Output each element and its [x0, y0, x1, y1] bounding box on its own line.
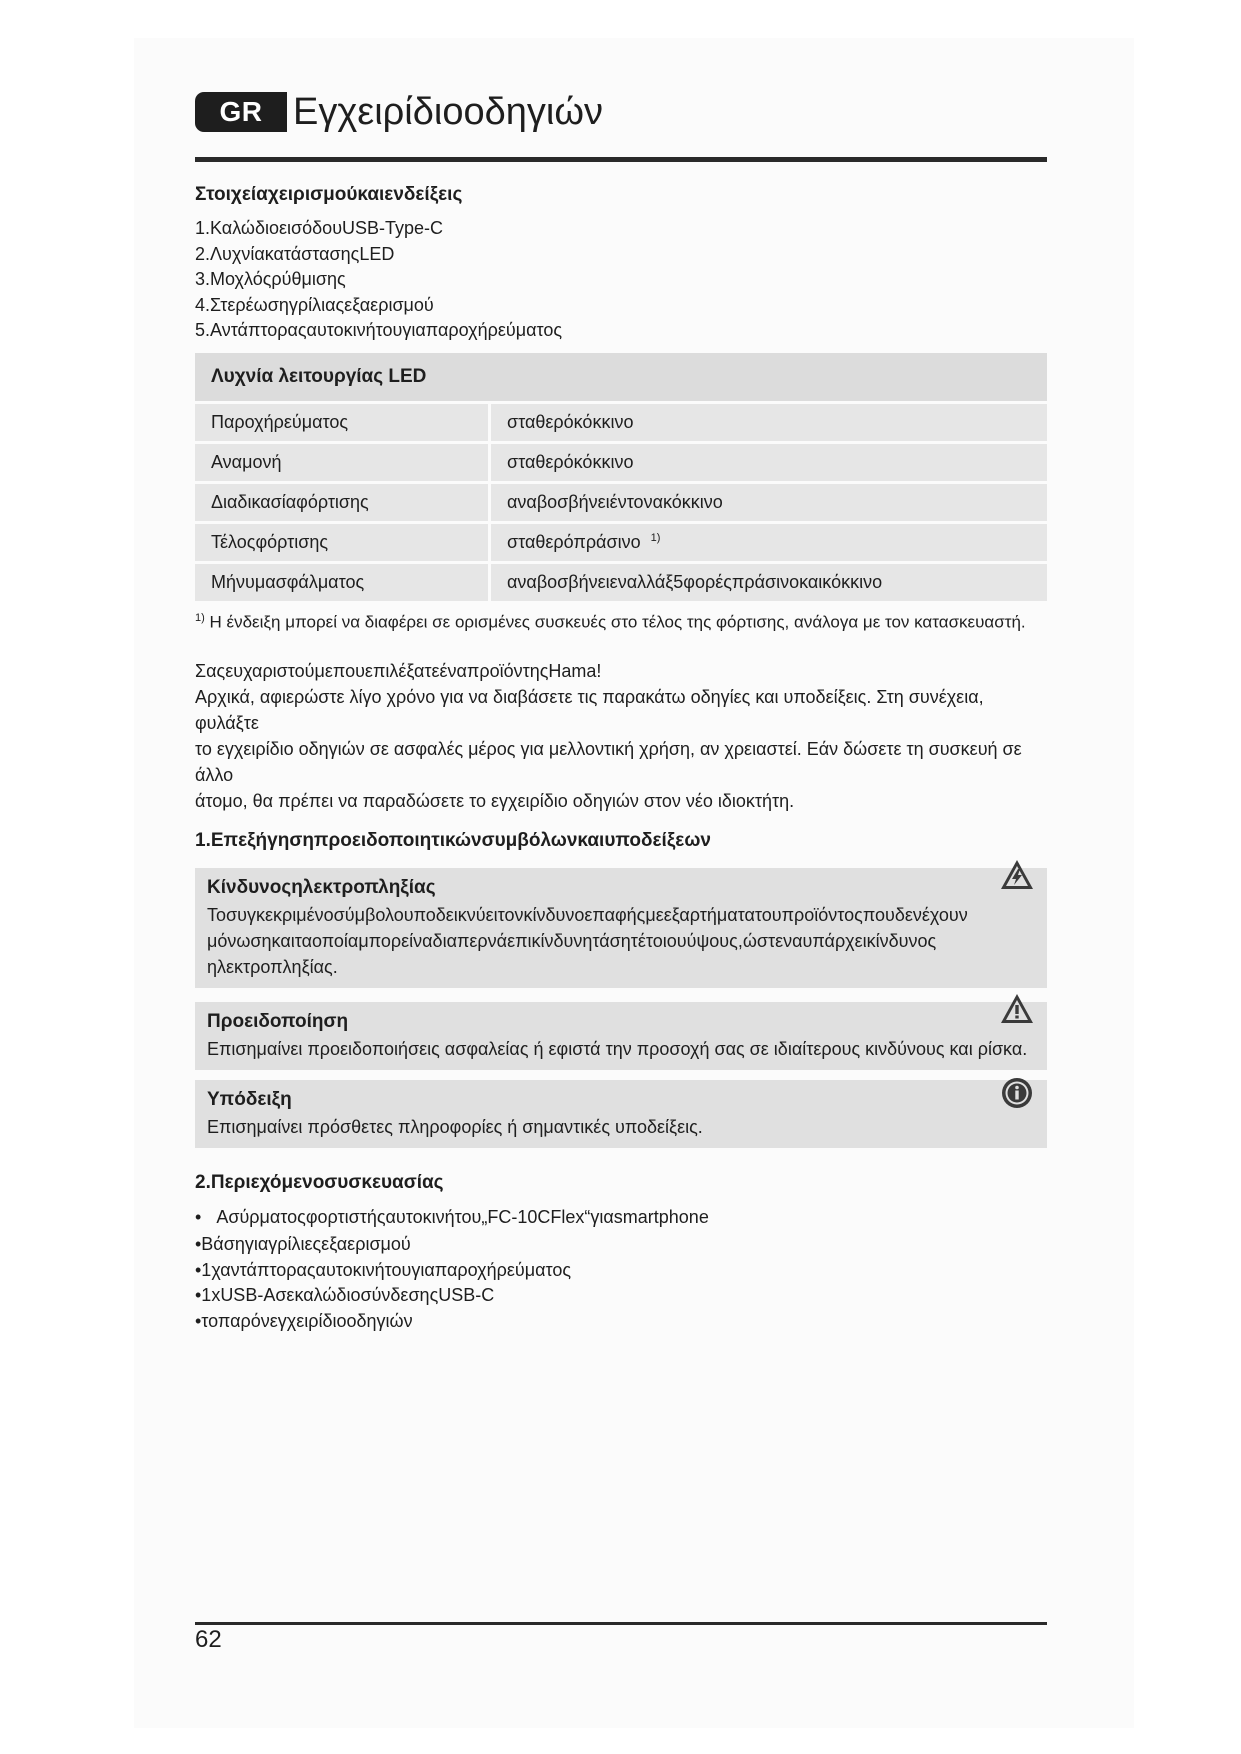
list-item: • Ασύρματοςφορτιστήςαυτοκινήτου„FC-10CFlex“γιαsmartphone	[195, 1207, 709, 1228]
hazard-text: Τοσυγκεκριμένοσύμβολουποδεικνύειτονκίνδυνοεπαφήςμεεξαρτήματατουπροϊόντοςπουδενέχουν	[207, 905, 968, 926]
page-content	[195, 182, 1047, 1334]
table-row	[195, 404, 1047, 441]
led-state-cell: Μήνυμασφάλματος	[195, 564, 491, 601]
led-state-cell: Αναμονή	[195, 444, 491, 481]
list-item: •τοπαρόνεγχειρίδιοοδηγιών	[195, 1310, 413, 1331]
footnote-text: Η ένδειξη μπορεί να διαφέρει σε ορισμένες συσκευές στο τέλος της φόρτισης, ανάλογα με τον κατασκευαστή.	[209, 612, 1026, 632]
led-table	[195, 350, 1047, 604]
intro-line: το εγχειρίδιο οδηγιών σε ασφαλές μέρος για μελλοντική χρήση, αν χρειαστεί. Εάν δώσετε τη συσκευή σε άλλο	[195, 739, 1022, 786]
note-title: Υπόδειξη	[207, 1089, 292, 1111]
list-item: •1xUSB-ΑσεκαλώδιοσύνδεσηςUSB-C	[195, 1285, 495, 1306]
language-badge: GR	[195, 92, 287, 132]
warning-title: Προειδοποίηση	[207, 1011, 349, 1033]
led-state-cell: Διαδικασίαφόρτισης	[195, 484, 491, 521]
intro-line: Αρχικά, αφιερώστε λίγο χρόνο για να διαβάσετε τις παρακάτω οδηγίες και υποδείξεις. Στη συνέχεια, φυλάξτε	[195, 687, 984, 734]
electric-hazard-icon	[999, 858, 1035, 892]
warning-icon	[999, 992, 1035, 1026]
page-number: 62	[195, 1626, 222, 1653]
header-rule	[195, 157, 1047, 162]
controls-item: 1.ΚαλώδιοεισόδουUSB-Type-C	[195, 218, 444, 238]
table-footnote	[195, 606, 1047, 635]
table-row	[195, 444, 1047, 481]
warning-text: Επισημαίνει προειδοποιήσεις ασφαλείας ή εφιστά την προσοχή σας σε ιδιαίτερους κινδύνους και ρίσκα.	[207, 1039, 1028, 1060]
info-icon	[999, 1076, 1035, 1110]
intro-line: άτομο, θα πρέπει να παραδώσετε το εγχειρίδιο οδηγιών στον νέο ιδιοκτήτη.	[195, 791, 795, 812]
footnote-mark: 1)	[195, 611, 205, 624]
controls-item: 4.Στερέωσηγρίλιαςεξαερισμού	[195, 294, 434, 315]
table-row	[195, 484, 1047, 521]
controls-item: 5.Αντάπτοραςαυτοκινήτουγιαπαροχήρεύματος	[195, 320, 563, 340]
list-item: •Βάσηγιαγρίλιεςεξαερισμού	[195, 1234, 411, 1255]
note-text: Επισημαίνει πρόσθετες πληροφορίες ή σημαντικές υποδείξεις.	[207, 1117, 703, 1138]
intro-block	[195, 658, 1047, 814]
controls-item: 3.Μοχλόςρύθμισης	[195, 269, 346, 289]
led-table-heading: Λυχνία λειτουργίας LED	[195, 353, 1047, 401]
led-indication-cell: αναβοσβήνειέντονακόκκινο	[491, 484, 1047, 521]
thanks-line: ΣαςευχαριστούμεπουεπιλέξατεέναπροϊόντηςHama!	[195, 661, 602, 682]
controls-heading: Στοιχείαχειρισμούκαιενδείξεις	[195, 184, 463, 205]
led-state-cell: Παροχήρεύματος	[195, 404, 491, 441]
hazard-text: ηλεκτροπληξίας.	[207, 957, 338, 978]
led-state-cell: Τέλοςφόρτισης	[195, 524, 491, 561]
footer-rule	[195, 1622, 1047, 1625]
hazard-box	[195, 868, 1047, 988]
document-title: Εγχειρίδιοοδηγιών	[293, 91, 603, 133]
led-indication-cell: σταθερόπράσινο $^{1)}$	[491, 524, 1047, 561]
footnote-ref: 1)	[650, 531, 661, 544]
warning-box	[195, 1002, 1047, 1070]
controls-list	[195, 216, 1047, 344]
led-indication-cell: σταθερόκόκκινο	[491, 404, 1047, 441]
led-indication-cell: σταθερόκόκκινο	[491, 444, 1047, 481]
section1-heading: 1.Επεξήγησηπροειδοποιητικώνσυμβόλωνκαιυποδείξεων	[195, 830, 711, 852]
hazard-text: μόνωσηκαιταοποίαμπορείναδιαπερνάεπικίνδυνητάσητέτοιουύψους,ώστεναυπάρχεικίνδυνος	[207, 931, 937, 952]
led-indication-cell: αναβοσβήνειεναλλάξ5φορέςπράσινοκαικόκκινο	[491, 564, 1047, 601]
hazard-title: Κίνδυνοςηλεκτροπληξίας	[207, 877, 436, 899]
list-item: •1χαντάπτοραςαυτοκινήτουγιαπαροχήρεύματος	[195, 1259, 572, 1280]
table-row	[195, 564, 1047, 601]
section2-heading: 2.Περιεχόμενοσυσκευασίας	[195, 1172, 444, 1194]
table-row	[195, 524, 1047, 561]
note-box	[195, 1080, 1047, 1148]
controls-item: 2.ΛυχνίακατάστασηςLED	[195, 243, 395, 264]
package-contents-list	[195, 1202, 1047, 1334]
page-header	[195, 91, 603, 133]
